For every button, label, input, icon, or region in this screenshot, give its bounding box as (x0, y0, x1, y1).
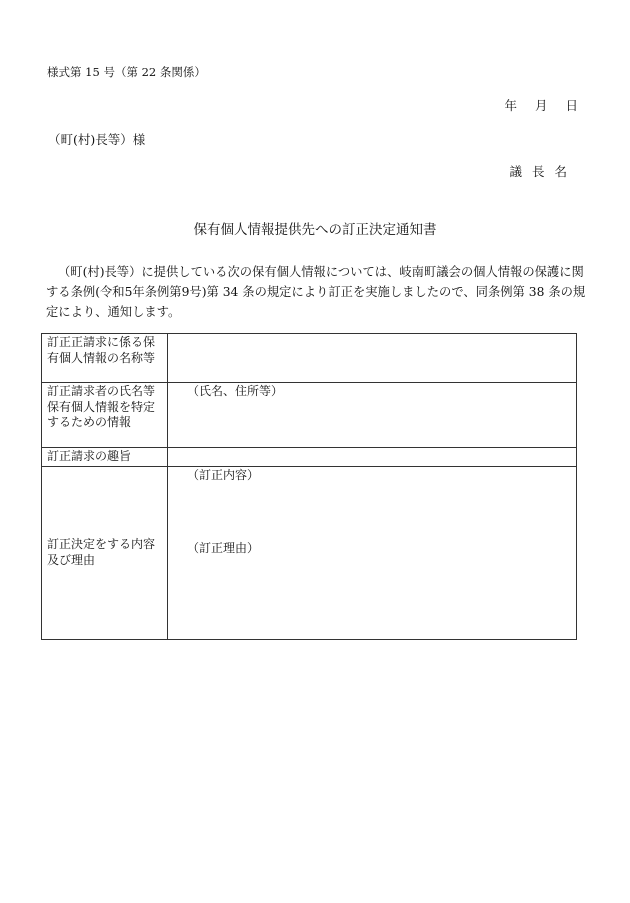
table-row (42, 334, 577, 383)
date-line (490, 96, 578, 114)
correction-reason-note: （訂正理由） (187, 541, 260, 555)
row-label-information-name: 訂正正請求に係る保有個人情報の名称等 (42, 334, 168, 383)
notice-table (41, 333, 577, 640)
row-value-requester-info (168, 383, 577, 448)
row-value-information-name (168, 334, 577, 383)
row-value-request-purpose (168, 448, 577, 467)
row-label-decision-content: 訂正決定をする内容及び理由 (42, 466, 168, 639)
body-paragraph: （町(村)長等）に提供している次の保有個人情報については、岐南町議会の個人情報の保護に関する条例(令和5年条例第9号)第 34 条の規定により訂正を実施しましたので、同条例第 38 条の規定により、通知します。 (46, 265, 586, 319)
table-row (42, 448, 577, 467)
row-label-requester-info: 訂正請求者の氏名等保有個人情報を特定するための情報 (42, 383, 168, 448)
date-day: 日 (565, 98, 578, 113)
form-number: 様式第 15 号（第 22 条関係） (47, 65, 206, 79)
correction-content-note: （訂正内容） (187, 467, 260, 482)
requester-note: （氏名、住所等） (187, 384, 284, 398)
row-label-request-purpose: 訂正請求の趣旨 (42, 448, 168, 467)
table-row (42, 383, 577, 448)
row-value-decision-content (168, 466, 577, 639)
document-title: 保有個人情報提供先への訂正決定通知書 (193, 222, 437, 238)
date-month: 月 (534, 98, 548, 113)
chair-name: 議 長 名 (509, 164, 570, 179)
table-row (42, 466, 577, 639)
date-year: 年 (504, 98, 517, 113)
addressee: （町(村)長等）様 (48, 132, 146, 147)
